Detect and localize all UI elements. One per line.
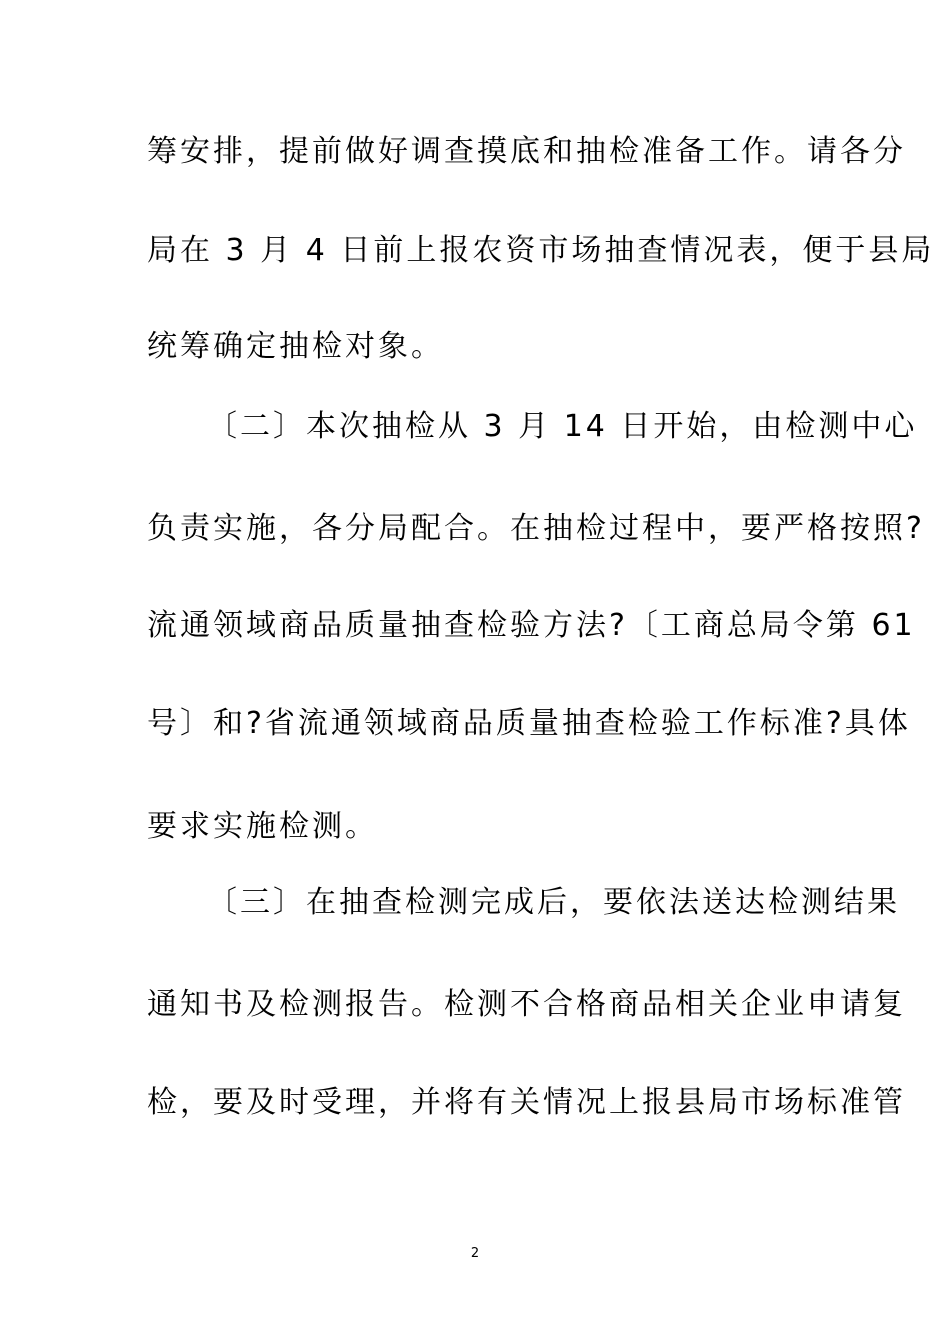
body-text-line: 号〕和?省流通领域商品质量抽查检验工作标准?具体 (147, 706, 911, 741)
body-text-line: 负责实施，各分局配合。在抽检过程中，要严格按照? (147, 511, 925, 546)
page-number: 2 (470, 1246, 480, 1261)
body-text-line: 流通领域商品质量抽查检验方法?〔工商总局令第 61 (147, 608, 916, 643)
body-text-line: 筹安排，提前做好调查摸底和抽检准备工作。请各分 (147, 134, 906, 169)
body-text-line: 统筹确定抽检对象。 (147, 329, 444, 364)
paragraph-start-line: 〔三〕在抽查检测完成后，要依法送达检测结果 (207, 885, 900, 920)
body-text-line: 要求实施检测。 (147, 809, 378, 844)
body-text-line: 通知书及检测报告。检测不合格商品相关企业申请复 (147, 987, 906, 1022)
body-text-line: 检，要及时受理，并将有关情况上报县局市场标准管 (147, 1085, 906, 1120)
paragraph-start-line: 〔二〕本次抽检从 3 月 14 日开始，由检测中心 (207, 409, 918, 444)
body-text-line: 局在 3 月 4 日前上报农资市场抽查情况表，便于县局 (147, 233, 935, 268)
